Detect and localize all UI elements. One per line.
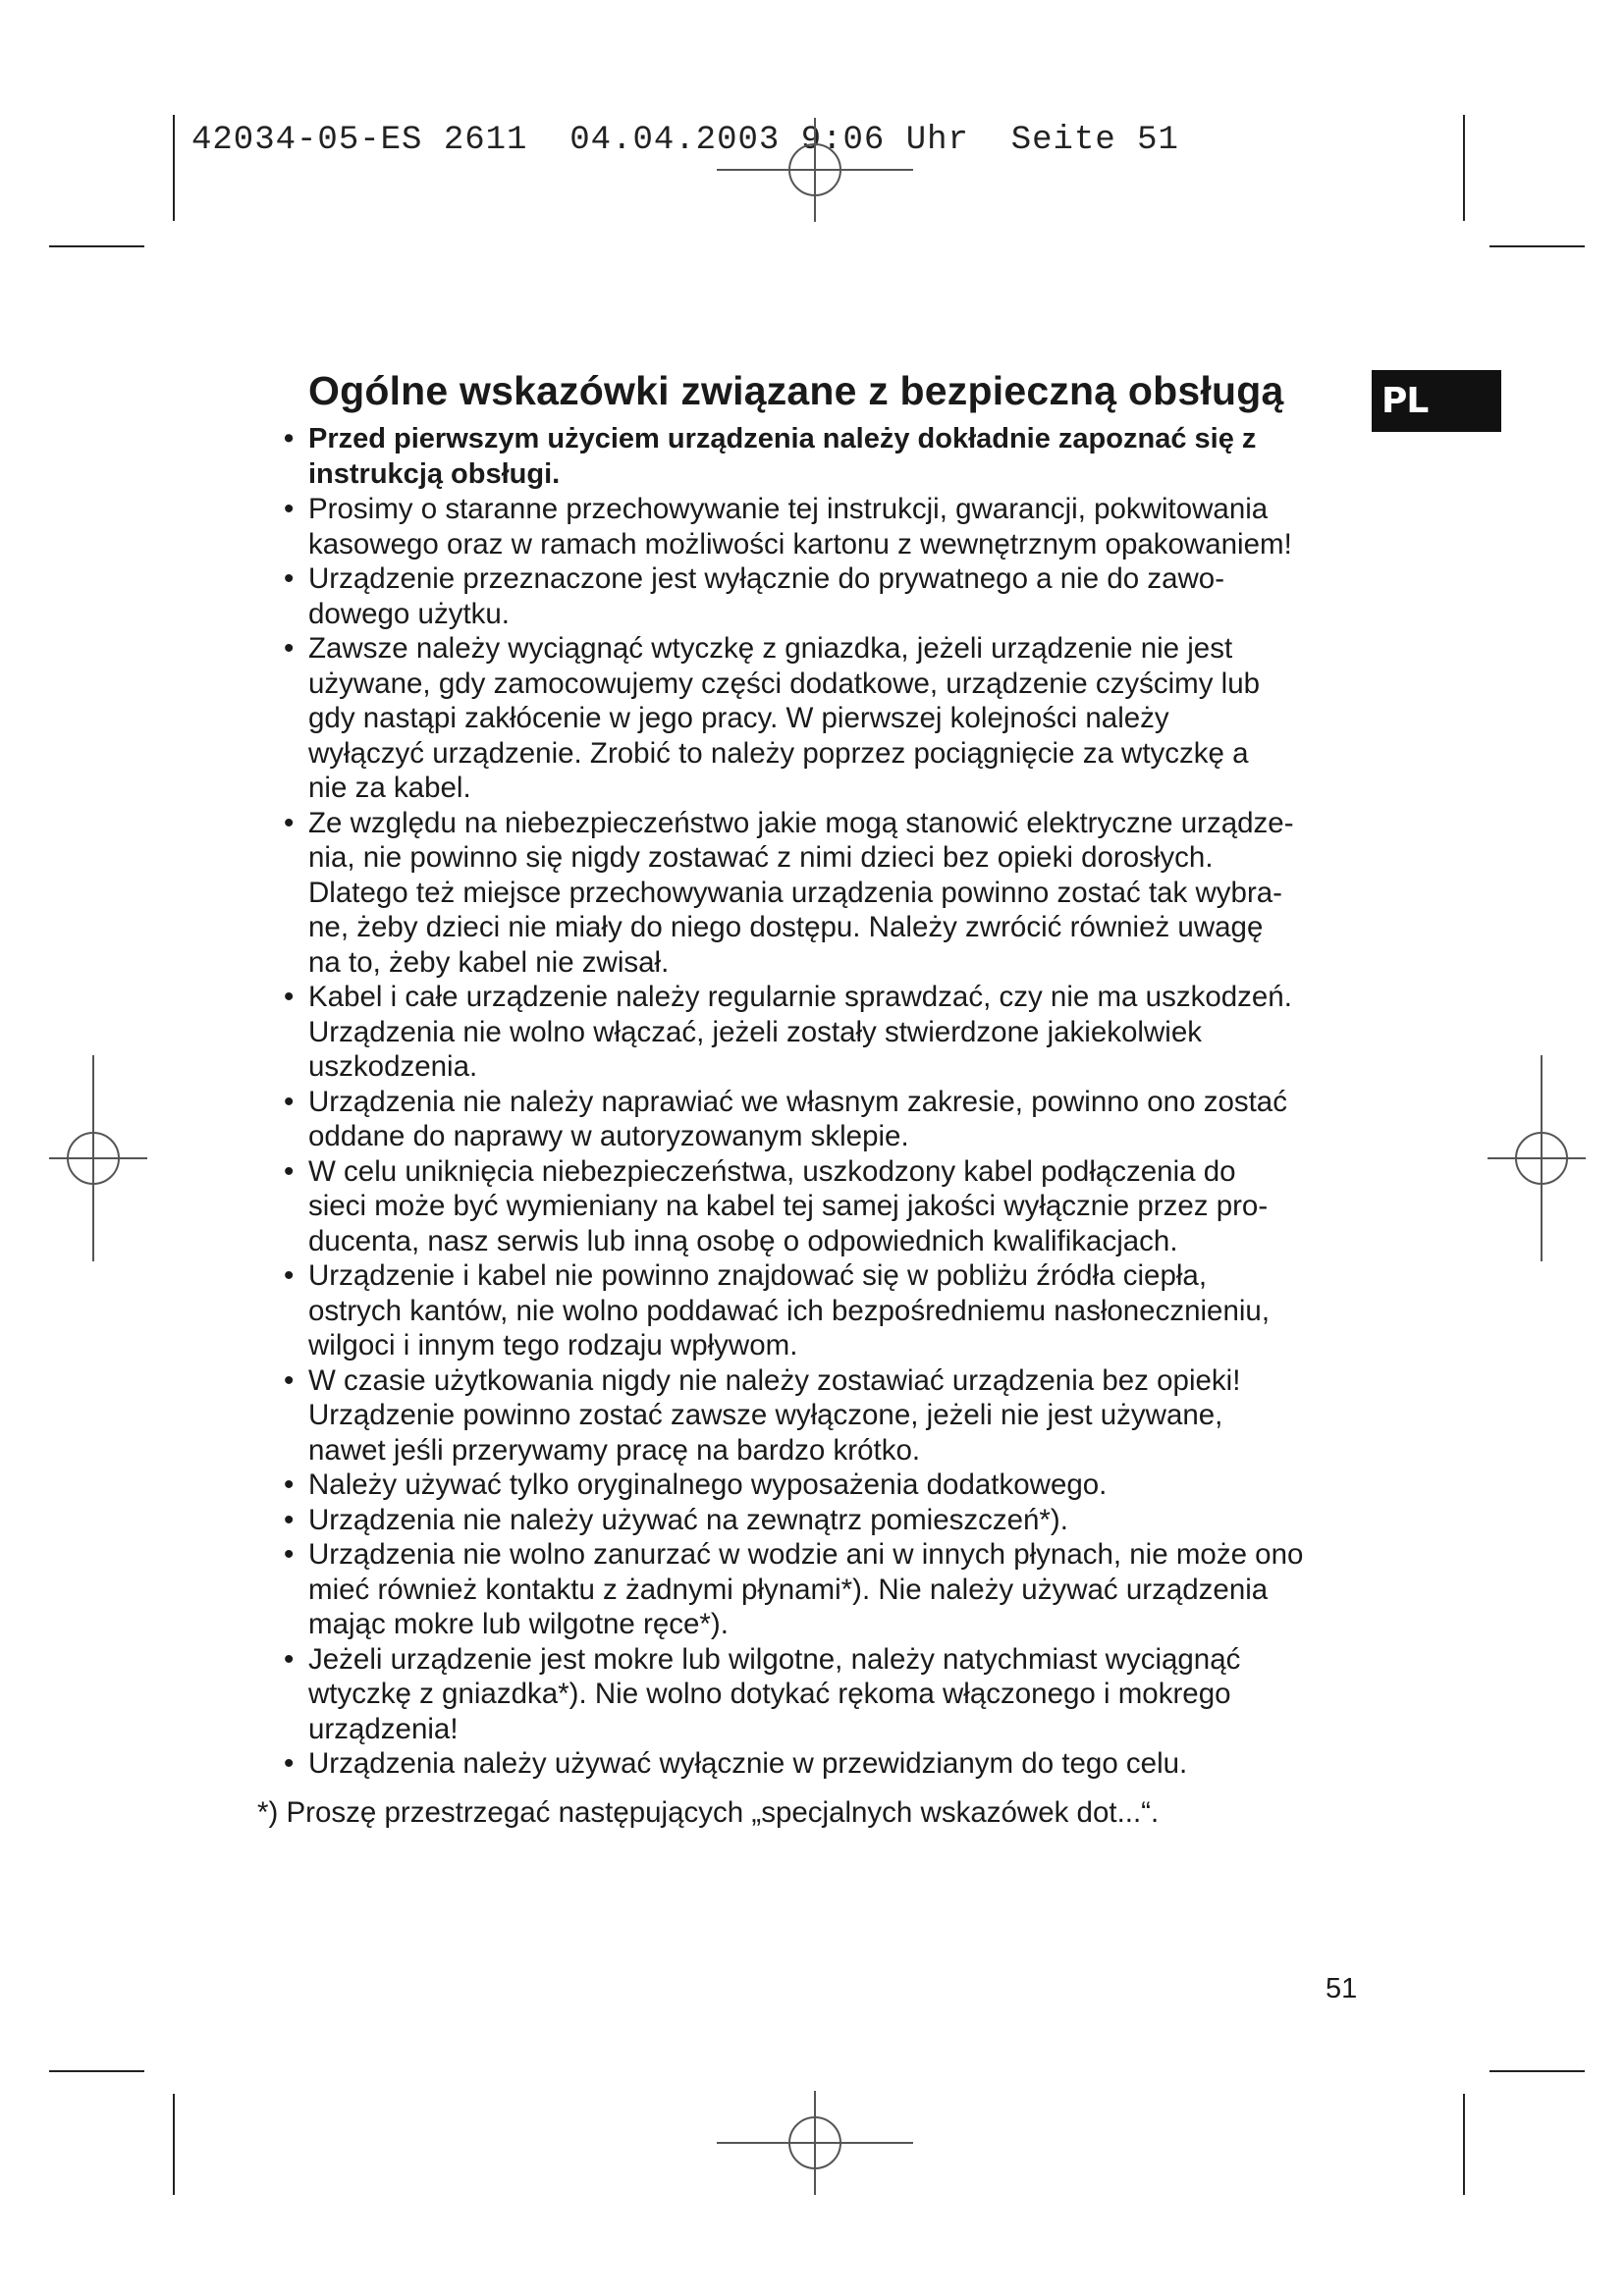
list-item-line: Należy używać tylko oryginalnego wyposażenia dodatkowego. (308, 1468, 1108, 1501)
list-item (257, 1746, 1347, 1782)
list-item-line: wilgoci i innym tego rodzaju wpływom. (308, 1329, 798, 1362)
list-item-line: Prosimy o staranne przechowywanie tej instrukcji, gwarancji, pokwitowania (308, 493, 1269, 525)
list-item-line: wtyczkę z gniazdka*). Nie wolno dotykać rękoma włączonego i mokrego (308, 1678, 1231, 1710)
list-item-line: Jeżeli urządzenie jest mokre lub wilgotne, należy natychmiast wyciągnąć (308, 1642, 1241, 1676)
list-item-line: mieć również kontaktu z żadnymi płynami*). Nie należy używać urządzenia (308, 1573, 1269, 1606)
list-item-line: W celu uniknięcia niebezpieczeństwa, uszkodzony kabel podłączenia do (308, 1154, 1236, 1188)
list-item-line: Kabel i całe urządzenie należy regularnie sprawdzać, czy nie ma uszkodzeń. (308, 981, 1292, 1013)
list-item (257, 1154, 1347, 1259)
list-item (257, 422, 1347, 492)
list-item-line: sieci może być wymieniany na kabel tej samej jakości wyłącznie przez pro- (308, 1190, 1269, 1222)
bullet-icon: • (284, 1642, 295, 1676)
list-item-line: mając mokre lub wilgotne ręce*). (308, 1608, 729, 1640)
list-item-line: instrukcją obsługi. (308, 457, 561, 490)
footnote: *) Proszę przestrzegać następujących „specjalnych wskazówek dot...“. (257, 1795, 1160, 1829)
crop-mark-top-right-horizontal (1489, 245, 1585, 247)
list-item-line: Urządzenie przeznaczone jest wyłącznie do prywatnego a nie do zawo- (308, 562, 1225, 595)
list-item-line: W czasie użytkowania nigdy nie należy zostawiać urządzenia bez opieki! (308, 1363, 1241, 1397)
print-slug-line: 42034-05-ES 2611 04.04.2003 9:06 Uhr Seite 51 (191, 122, 1179, 159)
list-item (257, 492, 1347, 561)
list-item-line: Ze względu na niebezpieczeństwo jakie mogą stanowić elektryczne urządze- (308, 806, 1294, 839)
list-item-line: Zawsze należy wyciągnąć wtyczkę z gniazdka, jeżeli urządzenie nie jest (308, 632, 1233, 665)
list-item (257, 1537, 1347, 1642)
list-item-line: nie za kabel. (308, 772, 471, 804)
bullet-icon: • (284, 632, 295, 665)
list-item (257, 1258, 1347, 1363)
language-tab: PL (1372, 370, 1501, 432)
bullet-icon: • (284, 806, 295, 839)
crop-mark-bottom-left-horizontal (49, 2070, 144, 2072)
crop-mark-top-left-horizontal (49, 245, 144, 247)
bullet-icon: • (284, 981, 295, 1013)
list-item (257, 1363, 1347, 1468)
registration-mark-right-icon (1483, 1050, 1591, 1266)
bullet-icon: • (284, 562, 295, 595)
list-item-line: Dlatego też miejsce przechowywania urządzenia powinno zostać tak wybra- (308, 876, 1283, 909)
list-item-line: nawet jeśli przerywamy pracę na bardzo krótko. (308, 1433, 921, 1467)
list-item-line: urządzenia! (308, 1712, 459, 1745)
bullet-icon: • (284, 1538, 295, 1571)
bullet-icon: • (284, 1259, 295, 1292)
list-item (257, 1503, 1347, 1538)
page-title: Ogólne wskazówki związane z bezpieczną obsługą (308, 368, 1284, 413)
list-item (257, 561, 1347, 631)
registration-mark-left-icon (44, 1050, 152, 1266)
list-item-line: gdy nastąpi zakłócenie w jego pracy. W pierwszej kolejności należy (308, 702, 1169, 734)
list-item (257, 1468, 1347, 1503)
bullet-icon: • (284, 423, 295, 454)
list-item-line: kasowego oraz w ramach możliwości kartonu z wewnętrznym opakowaniem! (308, 527, 1292, 561)
list-item (257, 1642, 1347, 1747)
list-item-line: wyłączyć urządzenie. Zrobić to należy poprzez pociągnięcie za wtyczkę a (308, 736, 1249, 770)
list-item-line: ducenta, nasz serwis lub inną osobę o odpowiednich kwalifikacjach. (308, 1224, 1178, 1257)
bullet-icon: • (284, 1468, 295, 1501)
list-item-line: ostrych kantów, nie wolno poddawać ich bezpośredniemu nasłonecznieniu, (308, 1294, 1271, 1327)
crop-mark-top-left-vertical (173, 115, 175, 221)
crop-mark-bottom-right-vertical (1463, 2094, 1465, 2195)
list-item (257, 1085, 1347, 1154)
list-item-line: używane, gdy zamocowujemy części dodatkowe, urządzenie czyścimy lub (308, 667, 1261, 700)
bullet-icon: • (284, 1085, 295, 1118)
bullet-icon: • (284, 1747, 295, 1780)
list-item-line: Urządzenie powinno zostać zawsze wyłączone, jeżeli nie jest używane, (308, 1399, 1223, 1431)
list-item-line: uszkodzenia. (308, 1050, 478, 1083)
list-item (257, 631, 1347, 806)
list-item-line: dowego użytku. (308, 597, 510, 630)
list-item-line: Urządzenia nie należy używać na zewnątrz pomieszczeń*). (308, 1503, 1068, 1536)
bullet-icon: • (284, 1363, 295, 1397)
list-item-line: Urządzenie i kabel nie powinno znajdować się w pobliżu źródła ciepła, (308, 1259, 1208, 1292)
list-item-line: na to, żeby kabel nie zwisał. (308, 945, 670, 979)
list-item-line: ne, żeby dzieci nie miały do niego dostępu. Należy zwrócić również uwagę (308, 911, 1264, 943)
list-item-line: nia, nie powinno się nigdy zostawać z nimi dzieci bez opieki dorosłych. (308, 841, 1214, 874)
safety-instructions-section (257, 361, 1347, 1830)
page-number: 51 (1326, 1973, 1358, 2004)
list-item-line: oddane do naprawy w autoryzowanym sklepie. (308, 1120, 909, 1152)
list-item-line: Przed pierwszym użyciem urządzenia należy dokładnie zapoznać się z (308, 423, 1257, 454)
list-item (257, 980, 1347, 1085)
registration-mark-top-icon (707, 116, 923, 224)
list-item (257, 806, 1347, 981)
bullet-icon: • (284, 493, 295, 525)
crop-mark-bottom-left-vertical (173, 2094, 175, 2195)
bullet-icon: • (284, 1503, 295, 1536)
crop-mark-top-right-vertical (1463, 115, 1465, 221)
list-item-line: Urządzenia nie należy naprawiać we własnym zakresie, powinno ono zostać (308, 1085, 1287, 1118)
list-item-line: Urządzenia należy używać wyłącznie w przewidzianym do tego celu. (308, 1747, 1188, 1780)
bullet-icon: • (284, 1154, 295, 1188)
registration-mark-bottom-icon (707, 2089, 923, 2197)
list-item-line: Urządzenia nie wolno zanurzać w wodzie ani w innych płynach, nie może ono (308, 1538, 1304, 1571)
safety-instructions-list (257, 422, 1347, 1782)
list-item-line: Urządzenia nie wolno włączać, jeżeli zostały stwierdzone jakiekolwiek (308, 1015, 1202, 1048)
crop-mark-bottom-right-horizontal (1489, 2070, 1585, 2072)
